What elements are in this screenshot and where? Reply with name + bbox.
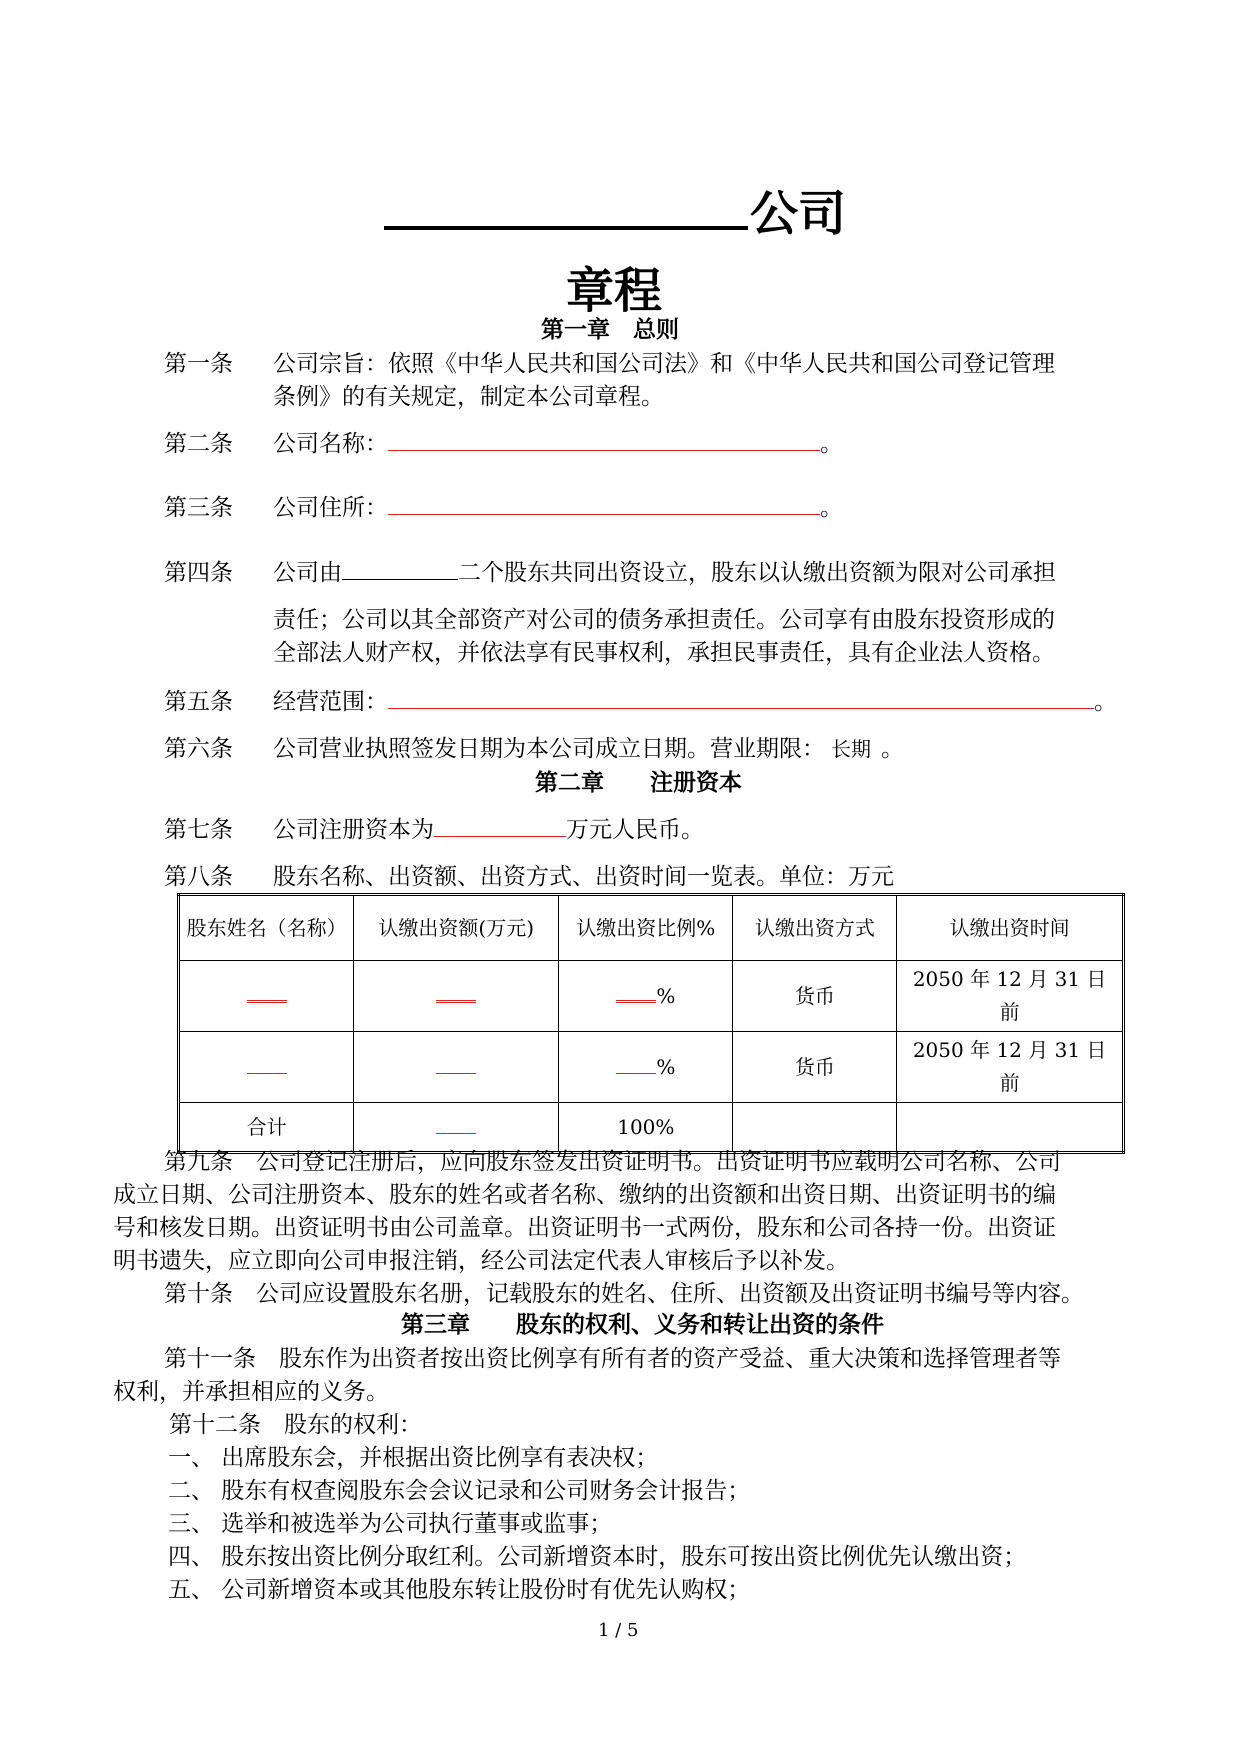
document-subtitle: 章程 [566, 263, 663, 319]
article-9-line3: 号和核发日期。出资证明书由公司盖章。出资证明书一式两份，股东和公司各持一份。出资证 [113, 1215, 1056, 1241]
shareholder-name-cell[interactable] [179, 1032, 354, 1103]
article-2-end: 。 [820, 431, 843, 457]
capital-ratio-cell[interactable] [559, 961, 733, 1032]
article-4-pre: 公司由 [273, 560, 342, 586]
capital-ratio-blank[interactable] [616, 1057, 656, 1074]
founder-blank-field[interactable] [342, 557, 458, 580]
rights-item: 五、 公司新增资本或其他股东转让股份时有优先认购权； [168, 1577, 751, 1603]
capital-amount-cell[interactable] [354, 961, 559, 1032]
title-suffix: 公司 [750, 186, 847, 242]
article-4-line1 [273, 554, 1056, 587]
article-3-label: 公司住所： [273, 495, 388, 521]
article-1-number: 第一条 [164, 351, 233, 377]
article-5-end: 。 [1094, 689, 1117, 715]
total-ratio-cell: 100% [559, 1103, 733, 1153]
contribution-method-cell: 货币 [733, 1032, 897, 1103]
table-header-cell: 认缴出资时间 [897, 895, 1124, 961]
article-7-text [273, 811, 704, 844]
article-2-number: 第二条 [164, 431, 233, 457]
total-label-cell: 合计 [179, 1103, 354, 1153]
article-6-text [273, 730, 904, 763]
article-3-end: 。 [820, 495, 843, 521]
chapter-3-heading: 第三章 股东的权利、义务和转让出资的条件 [401, 1312, 884, 1338]
capital-amount-blank[interactable] [436, 1057, 476, 1074]
article-4-line3: 全部法人财产权，并依法享有民事权利，承担民事责任，具有企业法人资格。 [273, 640, 1055, 666]
shareholder-table [177, 893, 1125, 1154]
contribution-method-cell: 货币 [733, 961, 897, 1032]
article-1-line2: 条例》的有关规定，制定本公司章程。 [273, 384, 664, 410]
business-term-value: 长期 [831, 737, 871, 761]
article-7-pre: 公司注册资本为 [273, 817, 434, 843]
article-9-line2: 成立日期、公司注册资本、股东的姓名或者名称、缴纳的出资额和出资日期、出资证明书的编 [113, 1182, 1056, 1208]
contribution-date: 2050 年 12 月 31 日 [912, 967, 1107, 991]
article-4-number: 第四条 [164, 560, 233, 586]
capital-amount-blank[interactable] [436, 984, 476, 1003]
shareholder-name-blank[interactable] [247, 984, 287, 1003]
article-11-line1: 第十一条 股东作为出资者按出资比例享有所有者的资产受益、重大决策和选择管理者等 [164, 1346, 1061, 1372]
registered-capital-field[interactable] [434, 814, 566, 837]
company-name-blank [384, 174, 748, 230]
article-4-post: 二个股东共同出资设立，股东以认缴出资额为限对公司承担 [458, 560, 1056, 586]
article-8-number: 第八条 [164, 864, 233, 890]
rights-item: 四、 股东按出资比例分取红利。公司新增资本时，股东可按出资比例优先认缴出资； [168, 1544, 1027, 1570]
article-6-number: 第六条 [164, 736, 233, 762]
article-7-post: 万元人民币。 [566, 817, 704, 843]
article-6-end: 。 [881, 736, 904, 762]
percent-sign: % [656, 983, 676, 1008]
contribution-date: 2050 年 12 月 31 日 [912, 1038, 1107, 1062]
article-12-text: 第十二条 股东的权利： [169, 1412, 422, 1438]
document-title [384, 174, 846, 244]
article-11-line2: 权利，并承担相应的义务。 [113, 1379, 389, 1405]
table-header-cell: 认缴出资额(万元) [354, 895, 559, 961]
article-2-text [273, 425, 843, 458]
rights-item: 一、 出席股东会，并根据出资比例享有表决权； [168, 1445, 659, 1471]
table-header-cell: 认缴出资方式 [733, 895, 897, 961]
business-scope-field[interactable] [388, 686, 1094, 709]
article-5-label: 经营范围： [273, 689, 388, 715]
capital-amount-cell[interactable] [354, 1032, 559, 1103]
total-amount-blank[interactable] [436, 1117, 476, 1134]
article-9-line4: 明书遗失，应立即向公司申报注销，经公司法定代表人审核后予以补发。 [113, 1248, 849, 1274]
article-9-line1: 第九条 公司登记注册后，应向股东签发出资证明书。出资证明书应载明公司名称、公司 [164, 1149, 1061, 1175]
chapter-1-heading: 第一章 总则 [541, 317, 679, 343]
capital-ratio-blank[interactable] [616, 984, 656, 1003]
article-4-line2: 责任；公司以其全部资产对公司的债务承担责任。公司享有由股东投资形成的 [273, 607, 1055, 633]
table-header-cell: 股东姓名（名称） [179, 895, 354, 961]
article-8-text: 股东名称、出资额、出资方式、出资时间一览表。单位：万元 [273, 864, 894, 890]
article-1-line1: 公司宗旨：依照《中华人民共和国公司法》和《中华人民共和国公司登记管理 [273, 351, 1055, 377]
article-6-body: 公司营业执照签发日期为本公司成立日期。营业期限： [273, 736, 825, 762]
table-row [179, 961, 1124, 1032]
contribution-time-cell [897, 961, 1124, 1032]
rights-item: 二、 股东有权查阅股东会会议记录和公司财务会计报告； [168, 1478, 751, 1504]
article-2-label: 公司名称： [273, 431, 388, 457]
capital-ratio-cell[interactable] [559, 1032, 733, 1103]
article-3-number: 第三条 [164, 495, 233, 521]
article-5-number: 第五条 [164, 689, 233, 715]
table-row [179, 1032, 1124, 1103]
contribution-date-suffix: 前 [999, 1071, 1020, 1095]
article-10-text: 第十条 公司应设置股东名册，记载股东的姓名、住所、出资额及出资证明书编号等内容。 [164, 1281, 1084, 1307]
chapter-2-heading: 第二章 注册资本 [535, 770, 742, 796]
contribution-time-cell [897, 1032, 1124, 1103]
contribution-date-suffix: 前 [999, 1000, 1020, 1024]
shareholder-name-cell[interactable] [179, 961, 354, 1032]
table-header-row [179, 895, 1124, 961]
company-address-field[interactable] [388, 492, 820, 515]
shareholder-name-blank[interactable] [247, 1057, 287, 1074]
rights-item: 三、 选举和被选举为公司执行董事或监事； [168, 1511, 613, 1537]
table-header-cell: 认缴出资比例% [559, 895, 733, 961]
article-7-number: 第七条 [164, 817, 233, 843]
percent-sign: % [656, 1054, 676, 1079]
company-name-field[interactable] [388, 428, 820, 451]
article-5-text [273, 683, 1117, 716]
article-3-text [273, 489, 843, 522]
page-number: 1 / 5 [598, 1620, 639, 1641]
